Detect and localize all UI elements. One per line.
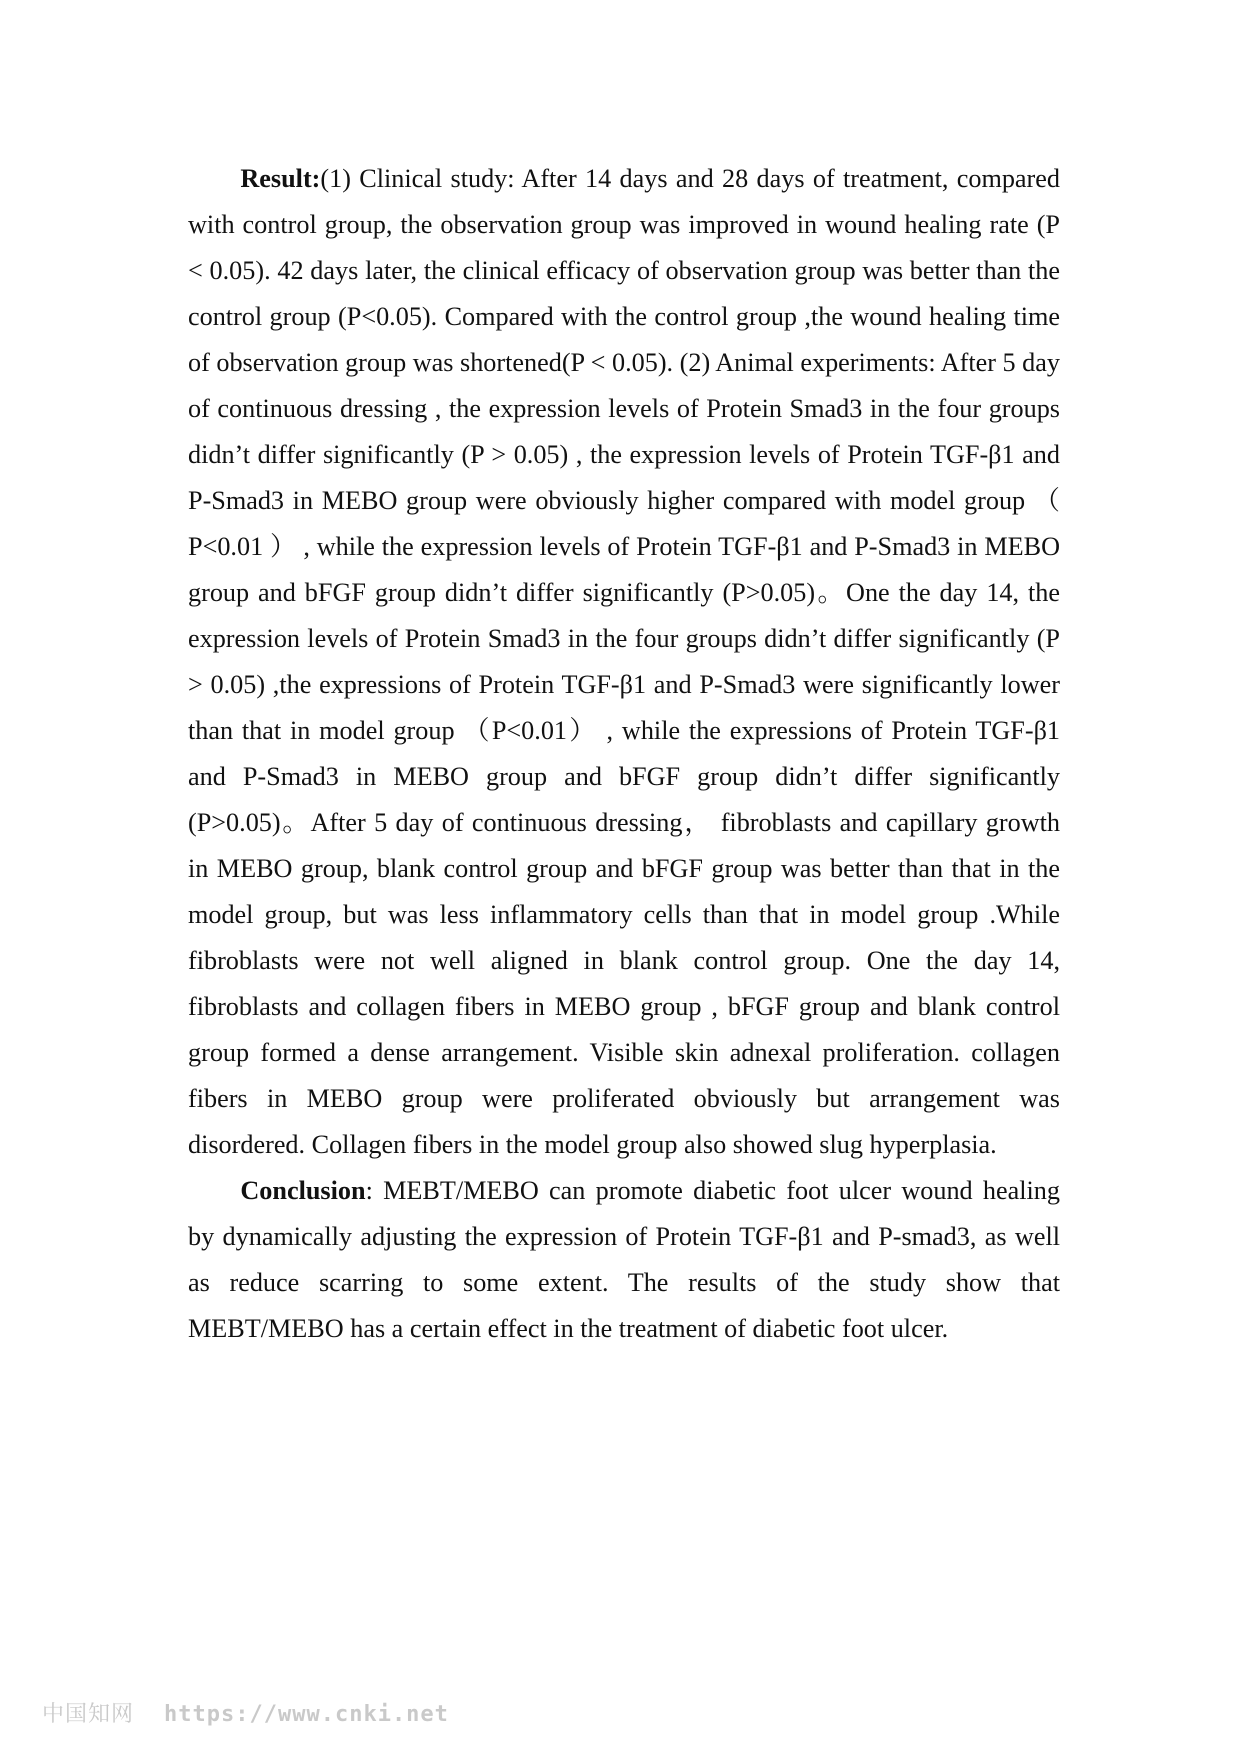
result-heading: Result: (240, 164, 321, 193)
document-body (188, 156, 1060, 1352)
watermark-brand: 中国知网 (42, 1702, 135, 1727)
result-text: (1) Clinical study: After 14 days and 28 days of treatment, compared with control group, the observation group was improved in wound healing rate (P < 0.05). 42 days later, the clinical efficacy of observation group was better than the control group (P<0.05). Compared with the control group ,the wound healing time of observation group was shortened(P < 0.05). (2) Animal experiments: After 5 day of continuous dressing , the expression levels of Protein Smad3 in the four groups didn’t differ significantly (P > 0.05) , the expression levels of Protein TGF-β1 and P-Smad3 in MEBO group were obviously higher compared with model group （ P<0.01 ） , while the expression levels of Protein TGF-β1 and P-Smad3 in MEBO group and bFGF group didn’t differ significantly (P>0.05)。One the day 14, the expression levels of Protein Smad3 in the four groups didn’t differ significantly (P > 0.05) ,the expressions of Protein TGF-β1 and P-Smad3 were significantly lower than that in model group （P<0.01） , while the expressions of Protein TGF-β1 and P-Smad3 in MEBO group and bFGF group didn’t differ significantly (P>0.05)。After 5 day of continuous dressing， fibroblasts and capillary growth in MEBO group, blank control group and bFGF group was better than that in the model group, but was less inflammatory cells than that in model group .While fibroblasts were not well aligned in blank control group. One the day 14, fibroblasts and collagen fibers in MEBO group , bFGF group and blank control group formed a dense arrangement. Visible skin adnexal proliferation. collagen fibers in MEBO group were proliferated obviously but arrangement was disordered. Collagen fibers in the model group also showed slug hyperplasia. (188, 164, 1060, 1159)
watermark-url: https://www.cnki.net (164, 1702, 449, 1727)
conclusion-text: : MEBT/MEBO can promote diabetic foot ulcer wound healing by dynamically adjusting the expression of Protein TGF-β1 and P-smad3, as well as reduce scarring to some extent. The results of the study show that MEBT/MEBO has a certain effect in the treatment of diabetic foot ulcer. (188, 1176, 1060, 1343)
result-paragraph (188, 156, 1060, 1168)
conclusion-heading: Conclusion (240, 1176, 366, 1205)
cnki-watermark (42, 1697, 449, 1728)
conclusion-paragraph (188, 1168, 1060, 1352)
